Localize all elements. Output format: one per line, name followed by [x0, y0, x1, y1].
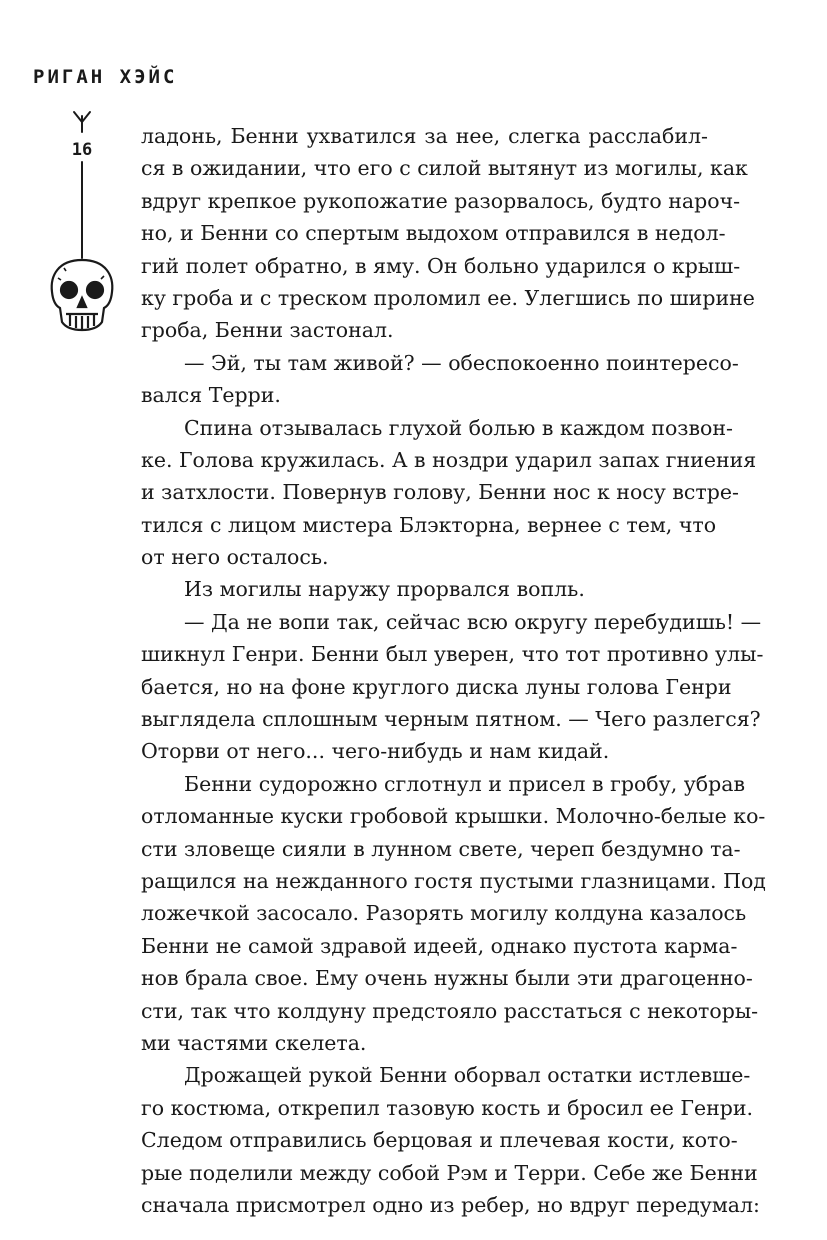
text-line: отломанные куски гробовой крышки. Молочно-белые ко-: [141, 804, 766, 829]
text-line: Оторви от него... чего-нибудь и нам кидай.: [141, 739, 610, 764]
text-line: Бенни судорожно сглотнул и присел в гробу, убрав: [184, 771, 746, 796]
text-line: ку гроба и с треском проломил ее. Улегшись по ширине: [141, 285, 755, 310]
text-line: го костюма, открепил тазовую кость и бросил ее Генри.: [141, 1095, 754, 1120]
paragraph: [141, 768, 766, 1060]
text-line: рые поделили между собой Рэм и Терри. Себе же Бенни: [141, 1160, 758, 1185]
text-line: ложечкой засосало. Разорять могилу колдуна казалось: [141, 901, 747, 926]
paragraph: [141, 573, 708, 605]
text-line: но, и Бенни со спертым выдохом отправился в недол-: [141, 221, 726, 246]
page-number: 16: [71, 140, 93, 160]
text-line: ладонь, Бенни ухватился за нее, слегка расслабил-: [141, 124, 708, 148]
text-line: нов брала свое. Ему очень нужны были эти драгоценно-: [141, 966, 753, 991]
text-line: Спина отзывалась глухой болью в каждом позвон-: [184, 415, 733, 440]
running-head-author: РИГАН ХЭЙС: [33, 66, 178, 88]
text-line: и затхлости. Повернув голову, Бенни нос к носу встре-: [141, 480, 739, 505]
text-line: сначала присмотрел одно из ребер, но вдруг передумал:: [141, 1192, 760, 1217]
text-line: Следом отправились берцовая и плечевая кости, кото-: [141, 1128, 738, 1153]
paragraph: [141, 606, 764, 768]
text-line: ми частями скелета.: [141, 1030, 367, 1055]
text-line: бается, но на фоне круглого диска луны голова Генри: [141, 674, 732, 699]
text-line: гроба, Бенни застонал.: [141, 318, 394, 343]
paragraph: [141, 1059, 760, 1221]
skull-icon: [52, 260, 113, 330]
text-line: — Эй, ты там живой? — обеспокоенно поинтересо-: [184, 350, 739, 375]
paragraph: [141, 347, 739, 412]
text-line: ся в ожидании, что его с силой вытянут из могилы, как: [141, 156, 748, 181]
text-line: вдруг крепкое рукопожатие разорвалось, будто нароч-: [141, 188, 741, 213]
paragraph: [141, 412, 757, 574]
paragraph: [141, 120, 755, 347]
text-line: сти зловеще сияли в лунном свете, череп бездумно та-: [141, 836, 741, 861]
text-line: Из могилы наружу прорвался вопль.: [184, 577, 585, 602]
text-line: — Да не вопи так, сейчас всю округу перебудишь! —: [184, 609, 762, 634]
text-line: Дрожащей рукой Бенни оборвал остатки истлевше-: [184, 1063, 751, 1088]
text-line: тился с лицом мистера Блэкторна, вернее с тем, что: [141, 512, 717, 537]
text-line: от него осталось.: [141, 545, 329, 570]
text-line: шикнул Генри. Бенни был уверен, что тот противно улы-: [141, 642, 764, 667]
text-line: сти, так что колдуну предстояло расстаться с некоторы-: [141, 998, 759, 1023]
text-line: Бенни не самой здравой идеей, однако пустота карма-: [141, 933, 738, 958]
text-line: гий полет обратно, в яму. Он больно ударился о крыш-: [141, 253, 741, 278]
text-line: выглядела сплошным черным пятном. — Чего разлегся?: [141, 707, 761, 732]
body-text: [141, 120, 766, 1221]
text-line: вался Терри.: [141, 383, 281, 408]
text-line: ращился на нежданного гостя пустыми глазницами. Под: [141, 868, 766, 893]
text-line: ке. Голова кружилась. А в ноздри ударил запах гниения: [141, 447, 757, 472]
